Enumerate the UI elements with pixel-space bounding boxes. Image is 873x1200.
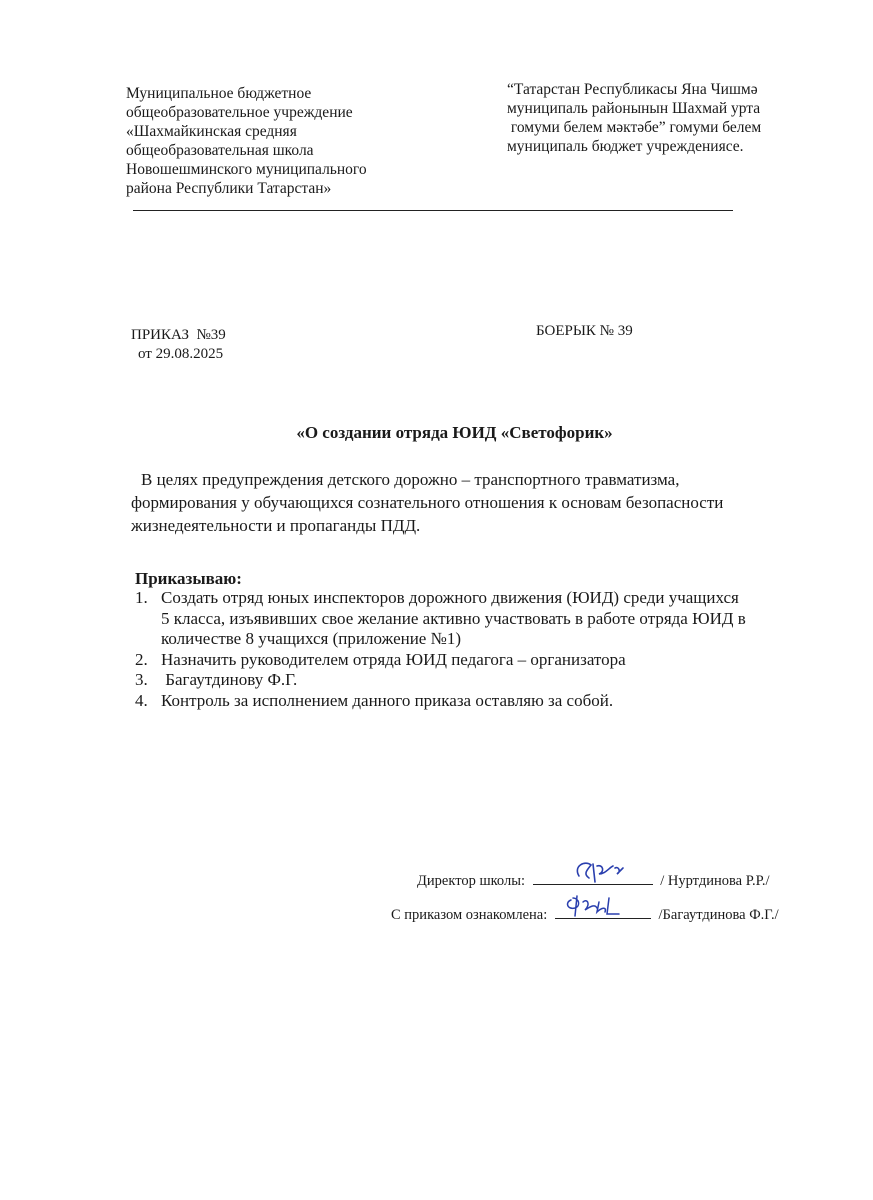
list-item-number: 4. [135,690,148,710]
intro-line: В целях предупреждения детского дорожно – транспортного травматизма, [141,470,680,489]
intro-paragraph [131,468,791,537]
header-right-line: муниципаль бюджет учреждениясе. [507,138,744,155]
order-number-ru: ПРИКАЗ №39 [131,327,226,343]
director-signature-blank [533,870,653,885]
director-label: Директор школы: [417,873,525,889]
acquainted-signature-blank [555,904,651,919]
header-left-line: общеобразовательная школа [126,142,314,159]
list-item-line: Создать отряд юных инспекторов дорожного движения (ЮИД) среди учащихся [161,588,739,607]
list-item [135,588,815,650]
header-left-line: района Республики Татарстан» [126,180,332,197]
order-date: от 29.08.2025 [138,346,224,362]
director-signature-line [417,870,769,890]
list-item [135,670,815,691]
header-left-line: Муниципальное бюджетное [126,85,312,102]
header-left-line: Новошешминского муниципального [126,161,367,178]
header-right-line: “Татарстан Республикасы Яна Чишмә [507,81,758,98]
acquainted-label: С приказом ознакомлена: [391,907,548,923]
acquainted-signature-scribble [555,890,651,920]
document-title: «О создании отряда ЮИД «Светофорик» [296,423,613,442]
intro-line: жизнедеятельности и пропаганды ПДД. [131,516,421,535]
list-item-line: 5 класса, изъявивших свое желание активно участвовать в работе отряда ЮИД в [161,608,746,628]
list-item-line: Контроль за исполнением данного приказа оставляю за собой. [161,690,614,710]
header-right-block [507,80,807,156]
list-item-line: Багаутдинову Ф.Г. [161,670,298,689]
list-item-line: количестве 8 учащихся (приложение №1) [161,629,461,648]
header-right-line: гомуми белем мәктәбе” гомуми белем [507,119,762,136]
director-name: / Нуртдинова Р.Р./ [660,873,770,889]
header-left-block [126,84,426,198]
list-item-number: 3. [135,670,148,689]
decree-list [135,588,815,711]
acquainted-signature-line [391,904,779,924]
list-item-number: 1. [135,588,148,607]
header-right-line: муниципаль районынын Шахмай урта [507,100,761,117]
list-item-line: Назначить руководителем отряда ЮИД педагога – организатора [161,649,626,669]
acquainted-name: /Багаутдинова Ф.Г./ [658,907,779,923]
order-number-tt: БОЕРЫК № 39 [536,323,633,339]
header-left-line: «Шахмайкинская средняя [126,123,297,140]
list-item-number: 2. [135,649,148,669]
header-left-line: общеобразовательное учреждение [126,104,353,121]
decree-label: Приказываю: [135,569,242,588]
order-number-block [131,326,226,364]
director-signature-scribble [533,856,653,886]
list-item [135,650,815,671]
intro-line: формирования у обучающихся сознательного отношения к основам безопасности [131,493,724,512]
list-item [135,691,815,712]
header-divider [133,210,733,211]
